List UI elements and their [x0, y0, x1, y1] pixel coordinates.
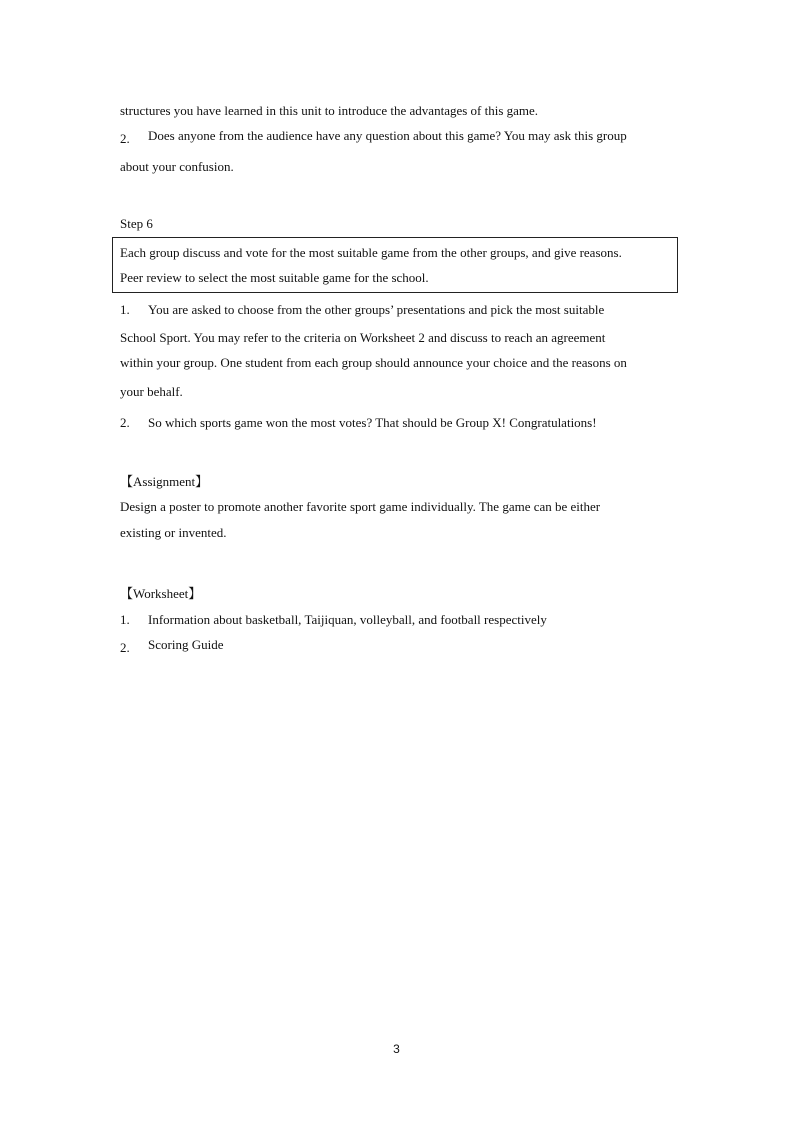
- list-item-text: You are asked to choose from the other groups’ presentations and pick the most suitable: [148, 302, 605, 317]
- list-number: 1.: [120, 302, 130, 317]
- list-number: 2.: [120, 640, 130, 655]
- step-heading: Step 6: [120, 216, 153, 231]
- list-number: 2.: [120, 131, 130, 146]
- list-item-text-continued: School Sport. You may refer to the criteria on Worksheet 2 and discuss to reach an agreement: [120, 330, 606, 345]
- list-item-text: So which sports game won the most votes? That should be Group X! Congratulations!: [148, 415, 597, 430]
- page-number: 3: [393, 1042, 400, 1056]
- paragraph-line: structures you have learned in this unit to introduce the advantages of this game.: [120, 103, 539, 118]
- list-item-text-continued: your behalf.: [120, 384, 183, 399]
- assignment-text: Design a poster to promote another favorite sport game individually. The game can be either: [120, 499, 601, 514]
- list-number: 1.: [120, 612, 130, 627]
- assignment-heading: 【Assignment】: [120, 474, 209, 489]
- task-box-line: Each group discuss and vote for the most suitable game from the other groups, and give reasons.: [120, 245, 622, 260]
- assignment-text-continued: existing or invented.: [120, 525, 227, 540]
- worksheet-item: Scoring Guide: [148, 637, 224, 652]
- list-item-text-continued: within your group. One student from each group should announce your choice and the reasons on: [120, 355, 627, 370]
- list-number: 2.: [120, 415, 130, 430]
- list-item-text-continued: about your confusion.: [120, 159, 234, 174]
- list-item-text: Does anyone from the audience have any question about this game? You may ask this group: [148, 128, 627, 143]
- worksheet-heading: 【Worksheet】: [120, 586, 202, 601]
- worksheet-item: Information about basketball, Taijiquan, volleyball, and football respectively: [148, 612, 547, 627]
- task-box-line: Peer review to select the most suitable game for the school.: [120, 270, 429, 285]
